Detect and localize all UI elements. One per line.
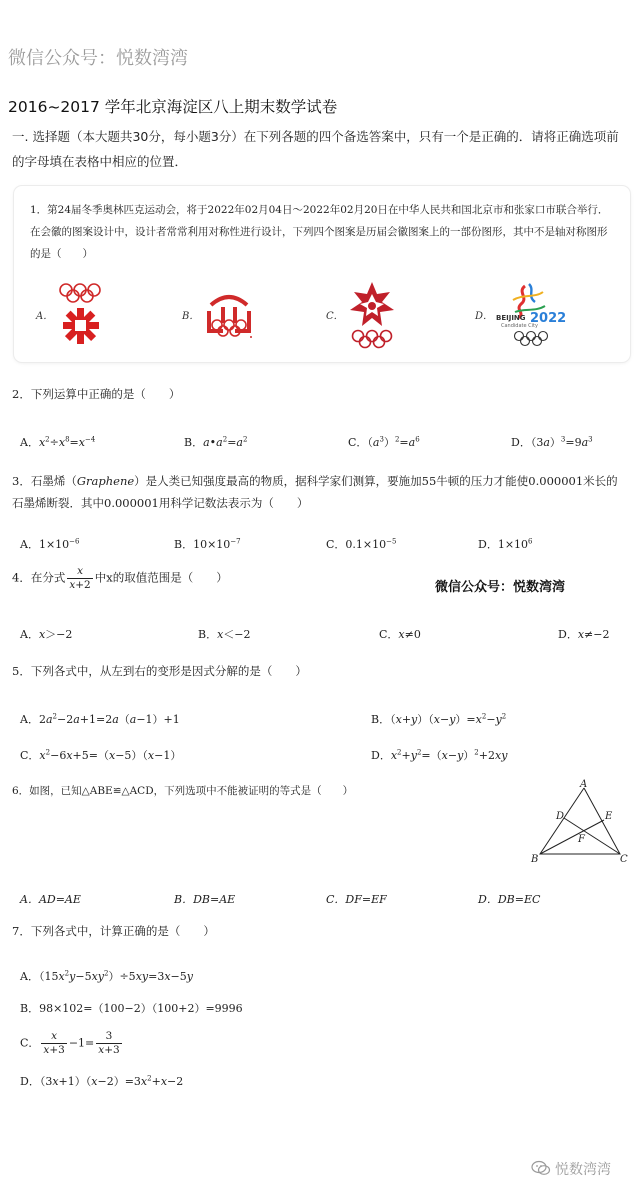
exam-title: 2016~2017 学年北京海淀区八上期末数学试卷 (8, 98, 338, 116)
q3-option-a: A．$1\times 10^{-6}$ (20, 537, 80, 551)
q4-option-b: B．x＜−2 (198, 628, 251, 641)
q5-option-d: D．$x^2+y^2=(x-y)^2+2xy$ (371, 748, 508, 762)
question-5-stem: 5．下列各式中，从左到右的变形是因式分解的是（ ） (12, 664, 307, 678)
q1-label-d: D． (475, 311, 494, 322)
q3-option-c: C．$0.1\times 10^{-5}$ (326, 537, 397, 551)
q6-option-a: A．AD=AE (20, 893, 81, 906)
wechat-icon (531, 1160, 551, 1176)
beijing-logo-text: BEIJING (496, 314, 526, 322)
fig-label-e: E (605, 811, 613, 822)
fig-label-d: D (556, 811, 565, 822)
q4-option-d: D．x≠−2 (558, 628, 610, 641)
sarajevo-logo-image (55, 280, 107, 348)
montreal-logo-image (203, 291, 255, 341)
q7-option-c: C． $\frac{x}{x+3}$ −1= $\frac{3}{x+3}$ (20, 1030, 120, 1056)
q5-option-b: B．$(x+y)(x-y)=x^2-y^2$ (371, 712, 507, 726)
sapporo-logo-image (346, 280, 398, 350)
q4-option-c: C．x≠0 (379, 628, 421, 641)
q6-option-d: D．DB=EC (478, 893, 541, 906)
question-3-stem: 3．石墨烯（Graphene）是人类已知强度最高的物质，据科学家们测算，要施加55牛顿的压力才能使0.000001米长的石墨烯断裂．其中0.000001用科学记数法表示为（ ） (12, 474, 618, 510)
beijing-logo-sub: Candidate City (501, 323, 538, 329)
q5-option-c: C．$x^2-6x+5=(x-5)(x-1)$ (20, 748, 182, 762)
q1-label-a: A． (36, 311, 54, 322)
triangle-figure (528, 778, 632, 868)
fig-label-a: A (580, 779, 588, 790)
fig-label-b: B (531, 854, 539, 865)
q2-option-a: A．$x^2\div x^8=x^{-4}$ (20, 435, 96, 449)
question-7-stem: 7．下列各式中，计算正确的是（ ） (12, 924, 215, 938)
section-instructions: 一. 选择题（本大题共30分，每小题3分）在下列各题的四个备选答案中，只有一个是正确的．请将正确选项前的字母填在表格中相应的位置． (12, 129, 619, 169)
q2-option-b: B．$a•a^2=a^2$ (184, 435, 248, 449)
q7-option-d: D．$(3x+1)(x-2)=3x^2+x-2$ (20, 1074, 184, 1088)
fig-label-f: F (578, 834, 585, 845)
q1-label-c: C． (326, 311, 344, 322)
fig-label-c: C (620, 854, 628, 865)
question-6-stem: 6．如图，已知△ABE≌△ACD，下列选项中不能被证明的等式是（ ） (12, 785, 354, 797)
q3-option-d: D．$1\times 10^6$ (478, 537, 533, 551)
q2-option-c: C．$(a^3)^2=a^6$ (348, 435, 420, 449)
beijing-logo-year: 2022 (530, 311, 567, 326)
q3-option-b: B．$10\times 10^{-7}$ (174, 537, 241, 551)
question-2-stem: 2．下列运算中正确的是（ ） (12, 387, 181, 401)
q5-option-a: A．$2a^2-2a+1=2a(a-1)+1$ (20, 712, 180, 726)
q7-option-b: B．98×102=（100−2）（100+2）=9996 (20, 1002, 243, 1015)
q6-option-b: B．DB=AE (174, 893, 236, 906)
q4-option-a: A．x＞−2 (20, 628, 73, 641)
q6-option-c: C．DF=EF (326, 893, 387, 906)
question-1-stem: 1．第24届冬季奥林匹克运动会，将于2022年02月04日～2022年02月20日在中华人民共和国北京市和张家口市联合举行．在会徽的图案设计中，设计者常常利用对称性进行设计，下列四个图案是历届会徽图案上的一部份图形，其中不是轴对称图形的是（ ） (30, 204, 609, 260)
question-4-stem: 4．在分式 $\frac{x}{x+2}$ 中x的取值范围是（ ） (12, 565, 228, 591)
wechat-header: 微信公众号：悦数湾湾 (8, 48, 188, 69)
watermark-text: 微信公众号：悦数湾湾 (435, 580, 566, 595)
q2-option-d: D．$(3a)^3=9a^3$ (511, 435, 593, 449)
q1-label-b: B． (182, 311, 200, 322)
footer-brand: 悦数湾湾 (555, 1162, 611, 1178)
q7-option-a: A．$(15x^2y-5xy^2)\div 5xy=3x-5y$ (20, 969, 193, 983)
